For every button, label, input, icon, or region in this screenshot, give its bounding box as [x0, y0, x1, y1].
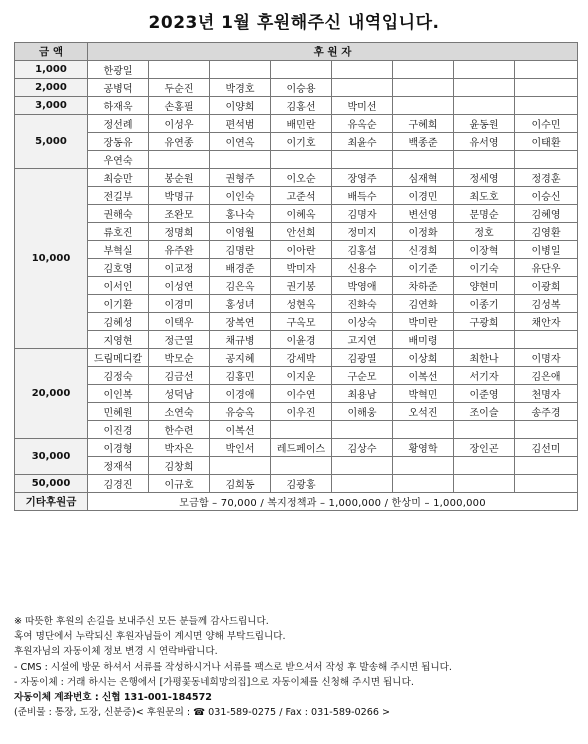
donor-name-cell: 정근열 — [149, 331, 210, 349]
donor-name-cell: 김정숙 — [88, 367, 149, 385]
donor-name-cell: 민혜원 — [88, 403, 149, 421]
donor-name-cell: 이윤경 — [271, 331, 332, 349]
donor-row — [15, 367, 578, 385]
donor-name-cell: 배미령 — [393, 331, 454, 349]
etc-label: 기타후원금 — [15, 493, 88, 511]
donor-row — [15, 349, 578, 367]
donor-name-cell: 이준영 — [454, 385, 515, 403]
donor-name-cell — [515, 331, 578, 349]
donor-name-cell: 이혜옥 — [271, 205, 332, 223]
donor-name-cell — [515, 457, 578, 475]
donor-name-cell: 양현미 — [454, 277, 515, 295]
donor-name-cell: 장복연 — [210, 313, 271, 331]
amount-cell: 5,000 — [15, 115, 88, 169]
donor-name-cell: 서기자 — [454, 367, 515, 385]
donor-name-cell: 정재석 — [88, 457, 149, 475]
donor-name-cell — [454, 79, 515, 97]
amount-cell: 3,000 — [15, 97, 88, 115]
donor-name-cell — [332, 61, 393, 79]
donor-name-cell: 최윤수 — [332, 133, 393, 151]
donor-name-cell: 최도호 — [454, 187, 515, 205]
donor-name-cell — [454, 475, 515, 493]
donor-name-cell: 박미자 — [271, 259, 332, 277]
donor-name-cell: 유승옥 — [210, 403, 271, 421]
donor-row — [15, 439, 578, 457]
donor-name-cell: 김홍선 — [271, 97, 332, 115]
donor-name-cell: 진화숙 — [332, 295, 393, 313]
donor-name-cell — [210, 61, 271, 79]
donor-name-cell: 윤동원 — [454, 115, 515, 133]
donor-name-cell: 공지혜 — [210, 349, 271, 367]
donor-name-cell: 장동유 — [88, 133, 149, 151]
donor-name-cell: 이기숙 — [454, 259, 515, 277]
note-account: 자동이체 계좌번호 : 신협 131-001-184572 — [14, 692, 212, 704]
donor-name-cell: 한광일 — [88, 61, 149, 79]
amount-cell: 10,000 — [15, 169, 88, 349]
donor-name-cell: 박모순 — [149, 349, 210, 367]
donor-name-cell: 장인곤 — [454, 439, 515, 457]
donor-name-cell: 배경준 — [210, 259, 271, 277]
donor-name-cell: 유주완 — [149, 241, 210, 259]
donor-name-cell: 배득수 — [332, 187, 393, 205]
donor-name-cell: 지영현 — [88, 331, 149, 349]
donor-name-cell: 박혁민 — [393, 385, 454, 403]
donor-name-cell: 홍나숙 — [210, 205, 271, 223]
donor-name-cell: 이장혁 — [454, 241, 515, 259]
donor-name-cell: 심재혁 — [393, 169, 454, 187]
donor-row — [15, 277, 578, 295]
donor-name-cell: 이인복 — [88, 385, 149, 403]
donor-name-cell: 소연숙 — [149, 403, 210, 421]
note-omission: 혹여 명단에서 누락되신 후원자님들이 계시면 양해 부탁드립니다. — [14, 631, 286, 643]
donor-name-cell — [332, 151, 393, 169]
donor-name-cell — [515, 97, 578, 115]
donor-name-cell: 김명란 — [210, 241, 271, 259]
donor-name-cell: 이영월 — [210, 223, 271, 241]
donor-name-cell: 이종기 — [454, 295, 515, 313]
donor-name-cell — [393, 475, 454, 493]
donor-name-cell: 백종준 — [393, 133, 454, 151]
note-cms: - CMS : 시설에 방문 하셔서 서류를 작성하시거나 서류를 팩스로 받으셔서 작성 후 발송해 주시면 됩니다. — [14, 661, 452, 673]
donor-name-cell: 변선영 — [393, 205, 454, 223]
donor-name-cell — [393, 97, 454, 115]
donor-name-cell: 하재욱 — [88, 97, 149, 115]
donor-name-cell — [515, 151, 578, 169]
amount-header: 금 액 — [15, 43, 88, 61]
donor-name-cell — [454, 457, 515, 475]
donor-name-cell: 유옥순 — [332, 115, 393, 133]
donor-row — [15, 151, 578, 169]
donor-name-cell: 이진경 — [88, 421, 149, 439]
donor-name-cell: 정선례 — [88, 115, 149, 133]
donor-name-cell: 최한나 — [454, 349, 515, 367]
donor-name-cell: 홍성녀 — [210, 295, 271, 313]
donor-row — [15, 403, 578, 421]
donor-name-cell: 구옥모 — [271, 313, 332, 331]
donor-name-cell: 레드페이스 — [271, 439, 332, 457]
donor-name-cell: 류호진 — [88, 223, 149, 241]
donor-name-cell: 이복선 — [393, 367, 454, 385]
donor-name-cell: 김광열 — [332, 349, 393, 367]
donor-name-cell: 김명자 — [332, 205, 393, 223]
donor-name-cell — [393, 151, 454, 169]
donor-name-cell — [515, 475, 578, 493]
donor-name-cell: 이수연 — [271, 385, 332, 403]
donor-row — [15, 115, 578, 133]
donor-name-cell: 성현옥 — [271, 295, 332, 313]
donor-name-cell: 권해숙 — [88, 205, 149, 223]
etc-donations: 모금함 – 70,000 / 복지정책과 – 1,000,000 / 한상미 – 1,000,000 — [88, 493, 578, 511]
donor-row — [15, 457, 578, 475]
donor-name-cell: 김호영 — [88, 259, 149, 277]
donor-name-cell: 전길부 — [88, 187, 149, 205]
donor-name-cell: 이규호 — [149, 475, 210, 493]
donor-name-cell: 조완모 — [149, 205, 210, 223]
donor-name-cell: 이양희 — [210, 97, 271, 115]
donor-name-cell: 김혜영 — [515, 205, 578, 223]
donor-name-cell — [393, 79, 454, 97]
amount-cell: 50,000 — [15, 475, 88, 493]
donor-name-cell: 박영애 — [332, 277, 393, 295]
donor-row — [15, 223, 578, 241]
donor-name-cell: 김금선 — [149, 367, 210, 385]
donor-name-cell: 박경호 — [210, 79, 271, 97]
donor-name-cell — [149, 61, 210, 79]
donor-name-cell — [515, 79, 578, 97]
donor-name-cell: 김상수 — [332, 439, 393, 457]
donor-row — [15, 79, 578, 97]
donor-name-cell: 이기호 — [271, 133, 332, 151]
donor-name-cell: 유연종 — [149, 133, 210, 151]
donor-name-cell: 김창희 — [149, 457, 210, 475]
donor-name-cell: 봉순원 — [149, 169, 210, 187]
donor-name-cell: 드림메디칼 — [88, 349, 149, 367]
donor-name-cell: 김홍섭 — [332, 241, 393, 259]
donor-name-cell: 최용남 — [332, 385, 393, 403]
donor-name-cell: 이경민 — [393, 187, 454, 205]
donor-row — [15, 133, 578, 151]
donor-table — [14, 42, 578, 511]
donor-row — [15, 331, 578, 349]
donors-header: 후 원 자 — [88, 43, 578, 61]
donor-name-cell: 안선희 — [271, 223, 332, 241]
donor-row — [15, 475, 578, 493]
donor-name-cell — [210, 151, 271, 169]
donor-name-cell: 권기봉 — [271, 277, 332, 295]
donor-name-cell: 이정화 — [393, 223, 454, 241]
donor-name-cell — [454, 151, 515, 169]
donor-name-cell: 이승용 — [271, 79, 332, 97]
donor-name-cell — [454, 421, 515, 439]
table-header-row — [15, 43, 578, 61]
donor-name-cell — [454, 61, 515, 79]
donor-name-cell: 김성복 — [515, 295, 578, 313]
donor-name-cell: 이택우 — [149, 313, 210, 331]
donor-name-cell: 성덕남 — [149, 385, 210, 403]
amount-cell: 1,000 — [15, 61, 88, 79]
donor-name-cell: 신용수 — [332, 259, 393, 277]
donor-name-cell — [332, 421, 393, 439]
donor-row — [15, 169, 578, 187]
etc-row — [15, 493, 578, 511]
donor-name-cell: 부혁실 — [88, 241, 149, 259]
amount-cell: 30,000 — [15, 439, 88, 475]
donor-name-cell: 이기환 — [88, 295, 149, 313]
donor-name-cell: 김연화 — [393, 295, 454, 313]
donor-name-cell: 이기준 — [393, 259, 454, 277]
donor-name-cell: 송주경 — [515, 403, 578, 421]
donor-name-cell: 박미선 — [332, 97, 393, 115]
donor-name-cell: 이태환 — [515, 133, 578, 151]
donor-name-cell: 이명자 — [515, 349, 578, 367]
donor-row — [15, 187, 578, 205]
donor-name-cell: 손홍필 — [149, 97, 210, 115]
amount-cell: 20,000 — [15, 349, 88, 439]
donor-name-cell — [515, 421, 578, 439]
donor-name-cell: 김영환 — [515, 223, 578, 241]
donor-name-cell: 김은옥 — [210, 277, 271, 295]
donor-name-cell: 이경애 — [210, 385, 271, 403]
donor-name-cell: 김홍민 — [210, 367, 271, 385]
donor-name-cell: 이경형 — [88, 439, 149, 457]
note-inquiry: (준비물 : 통장, 도장, 신분증)< 후원문의 : ☎ 031-589-0275 / Fax : 031-589-0266 > — [14, 707, 391, 719]
donor-name-cell — [210, 457, 271, 475]
donor-name-cell: 이수민 — [515, 115, 578, 133]
donor-row — [15, 241, 578, 259]
donor-name-cell: 장영주 — [332, 169, 393, 187]
donor-name-cell: 이병일 — [515, 241, 578, 259]
donor-name-cell: 이서인 — [88, 277, 149, 295]
donor-name-cell: 신경희 — [393, 241, 454, 259]
donor-name-cell: 유서영 — [454, 133, 515, 151]
donor-name-cell — [515, 61, 578, 79]
donor-name-cell: 이성우 — [149, 115, 210, 133]
donor-name-cell: 황영학 — [393, 439, 454, 457]
donor-name-cell — [454, 331, 515, 349]
donor-name-cell: 이오순 — [271, 169, 332, 187]
donor-name-cell — [271, 151, 332, 169]
donor-name-cell: 구광희 — [454, 313, 515, 331]
donor-name-cell: 이복선 — [210, 421, 271, 439]
note-auto-transfer: - 자동이체 : 거래 하시는 은행에서 [가평꽃동네희망의집]으로 자동이체를 신청해 주시면 됩니다. — [14, 676, 414, 688]
donor-name-cell — [454, 97, 515, 115]
donor-name-cell: 배민란 — [271, 115, 332, 133]
donor-name-cell — [393, 61, 454, 79]
donor-name-cell: 이경미 — [149, 295, 210, 313]
donor-name-cell: 이지운 — [271, 367, 332, 385]
donor-name-cell: 조이슬 — [454, 403, 515, 421]
donor-name-cell: 공병덕 — [88, 79, 149, 97]
donor-row — [15, 97, 578, 115]
donor-name-cell: 이인숙 — [210, 187, 271, 205]
donor-name-cell — [393, 421, 454, 439]
donor-name-cell — [393, 457, 454, 475]
donor-name-cell: 박자은 — [149, 439, 210, 457]
donor-name-cell: 편석범 — [210, 115, 271, 133]
donor-name-cell: 강세박 — [271, 349, 332, 367]
donor-name-cell: 이아란 — [271, 241, 332, 259]
donor-row — [15, 259, 578, 277]
notes-section — [14, 614, 584, 720]
donor-name-cell: 이우진 — [271, 403, 332, 421]
donor-row — [15, 313, 578, 331]
donor-name-cell: 박인서 — [210, 439, 271, 457]
donor-name-cell: 구순모 — [332, 367, 393, 385]
donor-name-cell: 권형주 — [210, 169, 271, 187]
donor-name-cell: 김경진 — [88, 475, 149, 493]
donor-name-cell: 정호 — [454, 223, 515, 241]
donor-name-cell: 이성연 — [149, 277, 210, 295]
donor-name-cell: 김혜성 — [88, 313, 149, 331]
donor-name-cell — [332, 475, 393, 493]
donor-name-cell: 고지연 — [332, 331, 393, 349]
donor-name-cell: 이상희 — [393, 349, 454, 367]
donor-name-cell: 오석진 — [393, 403, 454, 421]
donor-name-cell: 김광홍 — [271, 475, 332, 493]
page-title: 2023년 1월 후원해주신 내역입니다. — [148, 13, 440, 33]
donor-name-cell: 정경훈 — [515, 169, 578, 187]
donor-row — [15, 61, 578, 79]
donor-name-cell: 정미지 — [332, 223, 393, 241]
donor-row — [15, 421, 578, 439]
donor-name-cell: 고준석 — [271, 187, 332, 205]
donor-name-cell: 이승신 — [515, 187, 578, 205]
donor-name-cell: 문명순 — [454, 205, 515, 223]
donor-name-cell: 최승만 — [88, 169, 149, 187]
donor-name-cell: 우연숙 — [88, 151, 149, 169]
donor-name-cell: 정명희 — [149, 223, 210, 241]
donor-name-cell — [332, 79, 393, 97]
donor-name-cell: 박미란 — [393, 313, 454, 331]
donor-name-cell — [271, 421, 332, 439]
donor-name-cell — [149, 151, 210, 169]
donor-name-cell — [332, 457, 393, 475]
donor-name-cell: 천명자 — [515, 385, 578, 403]
note-contact-change: 후원자님의 자동이체 정보 변경 시 연락바랍니다. — [14, 646, 218, 658]
donor-row — [15, 205, 578, 223]
donor-name-cell: 구혜희 — [393, 115, 454, 133]
donor-name-cell — [271, 457, 332, 475]
donor-name-cell: 한수련 — [149, 421, 210, 439]
donor-name-cell: 채규병 — [210, 331, 271, 349]
donor-name-cell: 박명규 — [149, 187, 210, 205]
donor-row — [15, 295, 578, 313]
donor-name-cell: 이연옥 — [210, 133, 271, 151]
donor-row — [15, 385, 578, 403]
donor-name-cell: 이광희 — [515, 277, 578, 295]
donor-name-cell: 이교정 — [149, 259, 210, 277]
donor-name-cell: 유단우 — [515, 259, 578, 277]
donor-name-cell — [271, 61, 332, 79]
donor-name-cell: 김희동 — [210, 475, 271, 493]
donor-name-cell: 이해웅 — [332, 403, 393, 421]
donor-name-cell: 채안자 — [515, 313, 578, 331]
donor-name-cell: 정세영 — [454, 169, 515, 187]
donor-name-cell: 두순진 — [149, 79, 210, 97]
note-thanks: ※ 따뜻한 후원의 손길을 보내주신 모든 분들께 감사드립니다. — [14, 616, 269, 627]
donor-name-cell: 차하준 — [393, 277, 454, 295]
donor-table-body — [15, 61, 578, 493]
amount-cell: 2,000 — [15, 79, 88, 97]
donor-name-cell: 김선미 — [515, 439, 578, 457]
donor-name-cell: 김은애 — [515, 367, 578, 385]
donor-name-cell: 이상숙 — [332, 313, 393, 331]
